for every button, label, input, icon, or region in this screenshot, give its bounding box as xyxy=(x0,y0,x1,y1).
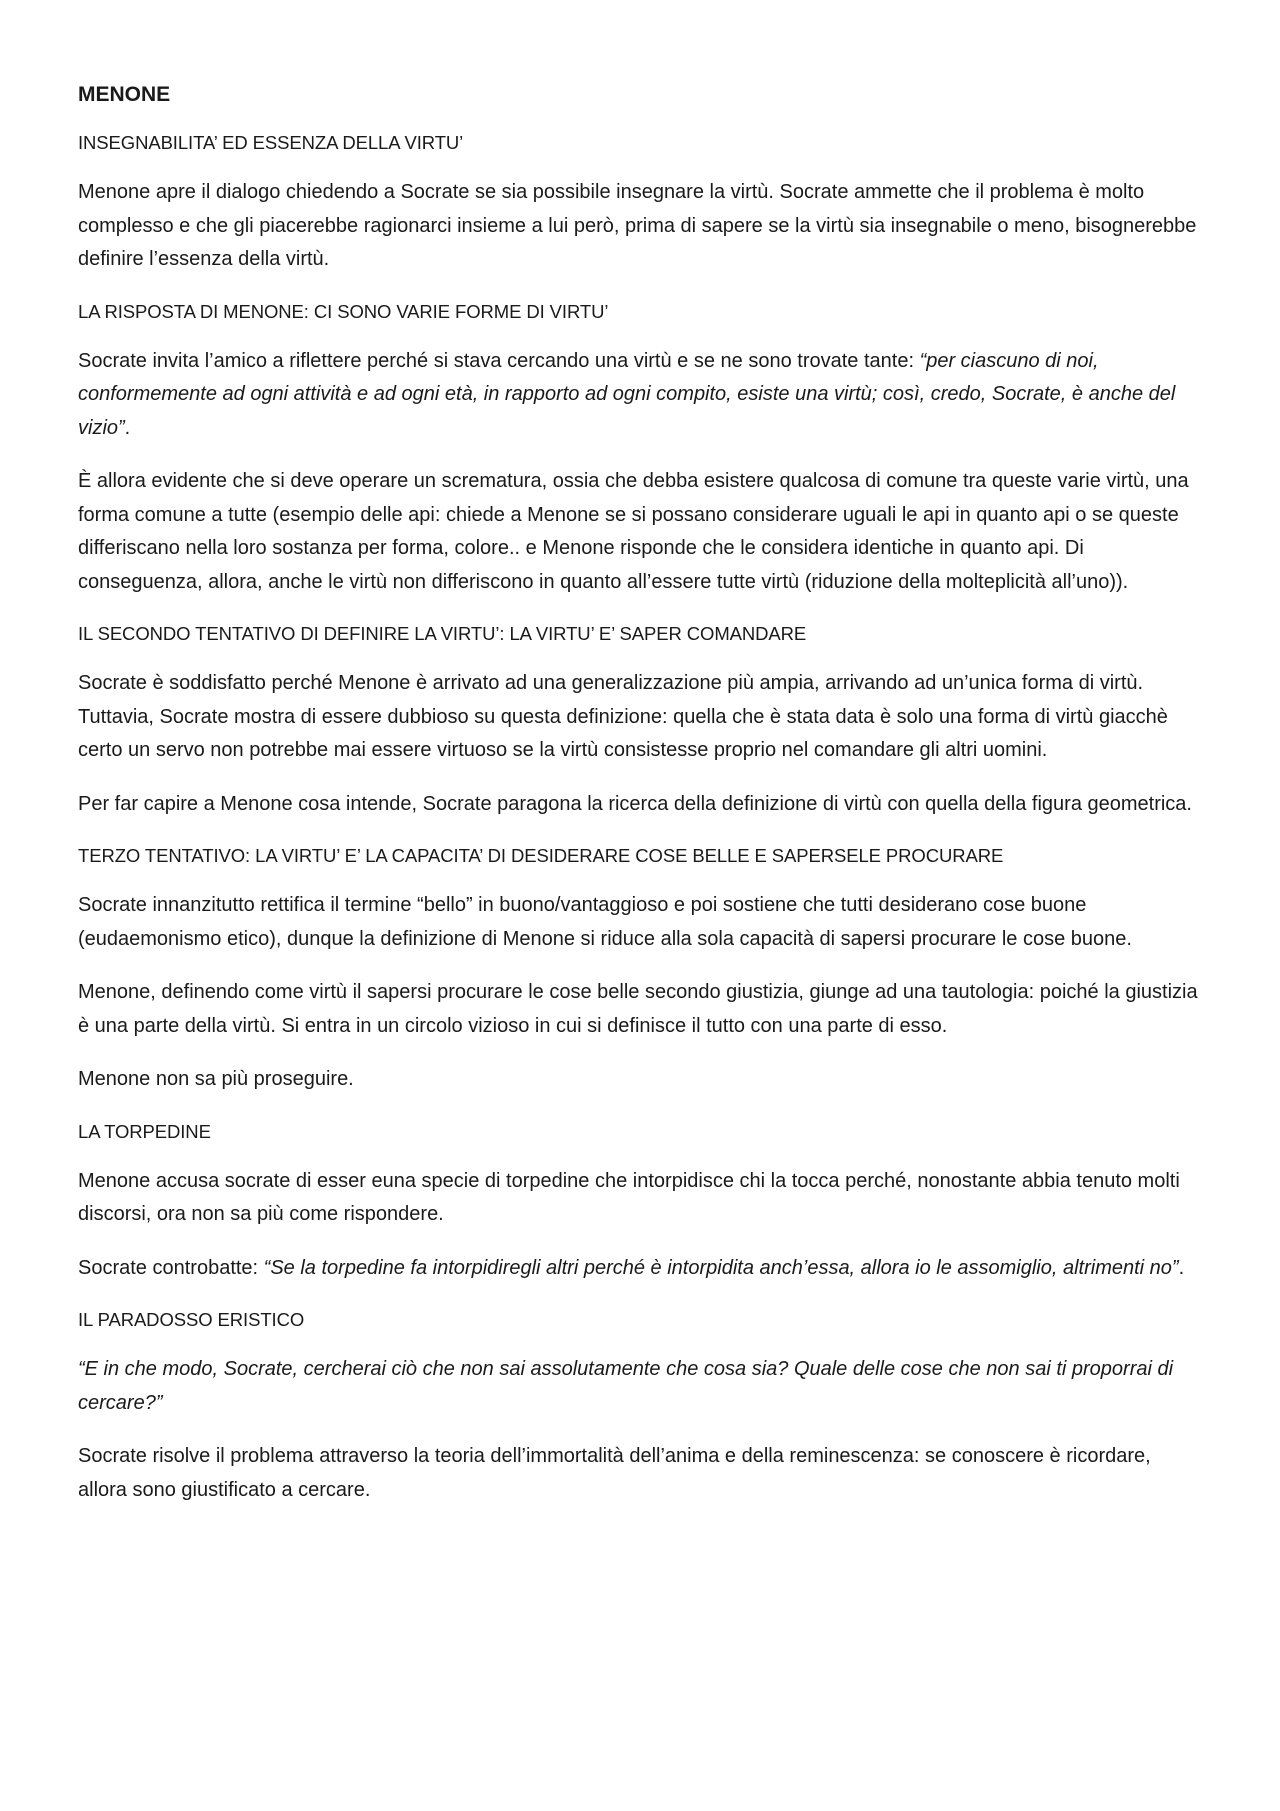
paragraph: Socrate è soddisfatto perché Menone è arrivato ad una generalizzazione più ampia, arrivando ad un’unica forma di virtù. Tuttavia, Socrate mostra di essere dubbioso su questa definizione: quella che è stata data è solo una forma di virtù giacchè certo un servo non potrebbe mai essere virtuoso se la virtù consistesse proprio nel comandare gli altri uomini. xyxy=(78,672,1168,761)
paragraph-text: Socrate invita l’amico a riflettere perché si stava cercando una virtù e se ne sono trovate tante: xyxy=(78,349,920,372)
paragraph: Socrate innanzitutto rettifica il termine “bello” in buono/vantaggioso e poi sostiene che tutti desiderano cose buone (eudaemonismo etico), dunque la definizione di Menone si riduce alla sola capacità di sapersi procurare le cose buone. xyxy=(78,894,1132,950)
paragraph xyxy=(78,1252,1204,1286)
section-heading: IL SECONDO TENTATIVO DI DEFINIRE LA VIRTU’: LA VIRTU’ E’ SAPER COMANDARE xyxy=(78,623,807,644)
paragraph: Menone accusa socrate di esser euna specie di torpedine che intorpidisce chi la tocca perché, nonostante abbia tenuto molti discorsi, ora non sa più come rispondere. xyxy=(78,1169,1180,1225)
paragraph: Per far capire a Menone cosa intende, Socrate paragona la ricerca della definizione di virtù con quella della figura geometrica. xyxy=(78,792,1192,815)
section-paradosso-eristico xyxy=(78,1305,1204,1507)
paragraph: Menone apre il dialogo chiedendo a Socrate se sia possibile insegnare la virtù. Socrate ammette che il problema è molto complesso e che gli piacerebbe ragionarci insieme a lui però, prima di sapere se la virtù sia insegnabile o meno, bisognerebbe definire l’essenza della virtù. xyxy=(78,181,1197,270)
paragraph xyxy=(78,1353,1204,1420)
paragraph: È allora evidente che si deve operare un scrematura, ossia che debba esistere qualcosa di comune tra queste varie virtù, una forma comune a tutte (esempio delle api: chiede a Menone se si possano considerare uguali le api in quanto api o se queste differiscano nella loro sostanza per forma, colore.. e Menone risponde che le considera identiche in quanto api. Di conseguenza, allora, anche le virtù non differiscono in quanto all’essere tutte virtù (riduzione della molteplicità all’uno)). xyxy=(78,470,1189,593)
paragraph-text: . xyxy=(1178,1256,1185,1279)
section-secondo-tentativo xyxy=(78,619,1204,821)
paragraph-text: . xyxy=(124,416,131,439)
section-insegnabilita xyxy=(78,128,1204,277)
paragraph: Menone, definendo come virtù il sapersi procurare le cose belle secondo giustizia, giunge ad una tautologia: poiché la giustizia è una parte della virtù. Si entra in un circolo vizioso in cui si definisce il tutto con una parte di esso. xyxy=(78,981,1198,1037)
section-torpedine xyxy=(78,1117,1204,1286)
section-heading: LA TORPEDINE xyxy=(78,1120,211,1142)
quotation: “E in che modo, Socrate, cercherai ciò che non sai assolutamente che cosa sia? Quale delle cose che non sai ti proporrai di cercare?” xyxy=(78,1358,1174,1414)
section-terzo-tentativo xyxy=(78,841,1204,1097)
section-heading: IL PARADOSSO ERISTICO xyxy=(78,1309,305,1330)
section-heading: INSEGNABILITA’ ED ESSENZA DELLA VIRTU’ xyxy=(78,132,464,153)
section-risposta-menone xyxy=(78,297,1204,600)
paragraph: Menone non sa più proseguire. xyxy=(78,1068,354,1090)
document-page xyxy=(78,80,1204,1527)
paragraph: Socrate risolve il problema attraverso la teoria dell’immortalità dell’anima e della reminescenza: se conoscere è ricordare, allora sono giustificato a cercare. xyxy=(78,1445,1151,1501)
paragraph xyxy=(78,345,1204,446)
document-title: MENONE xyxy=(78,83,171,106)
paragraph-text: Socrate controbatte: xyxy=(78,1256,264,1279)
quotation: “per ciascuno di noi, conformemente ad ogni attività e ad ogni età, in rapporto ad ogni compito, esiste una virtù; così, credo, Socrate, è anche del vizio” xyxy=(78,349,1176,439)
section-heading: TERZO TENTATIVO: LA VIRTU’ E’ LA CAPACITA’ DI DESIDERARE COSE BELLE E SAPERSELE PROCURARE xyxy=(78,845,1004,866)
quotation: “Se la torpedine fa intorpidiregli altri perché è intorpidita anch’essa, allora io le assomiglio, altrimenti no” xyxy=(263,1256,1179,1279)
section-heading: LA RISPOSTA DI MENONE: CI SONO VARIE FORME DI VIRTU’ xyxy=(78,300,609,322)
